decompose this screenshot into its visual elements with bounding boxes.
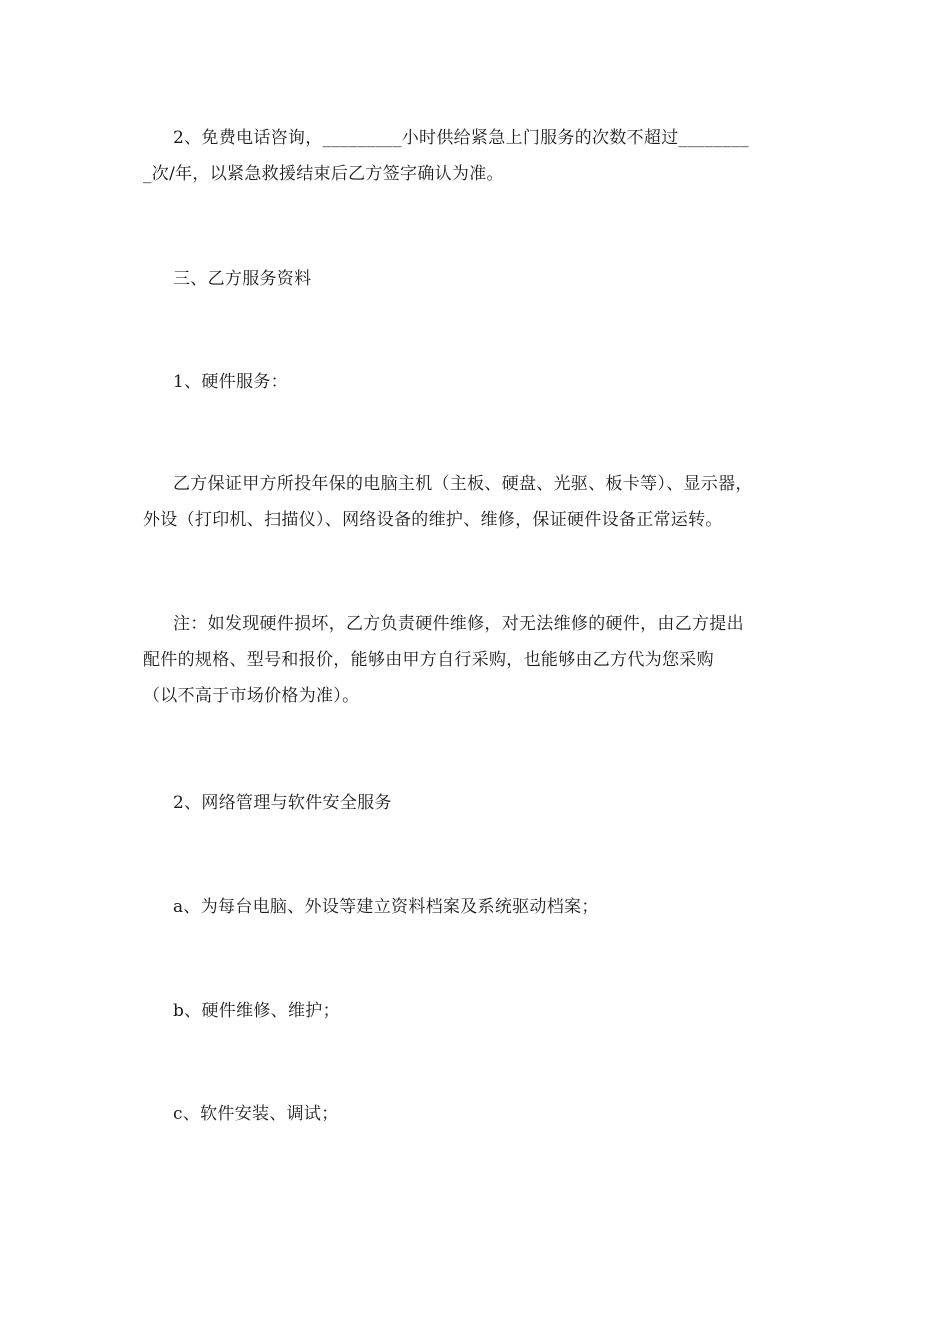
text-line: 2、免费电话咨询，_________小时供给紧急上门服务的次数不超过________ <box>173 128 749 148</box>
paragraph-hardware-guarantee <box>143 466 813 538</box>
heading-text: 三、乙方服务资料 <box>173 269 312 289</box>
heading-text: 2、网络管理与软件安全服务 <box>173 793 392 813</box>
list-item-c <box>143 1096 813 1132</box>
text-line: 乙方保证甲方所投年保的电脑主机（主板、硬盘、光驱、板卡等）、显示器， <box>173 474 753 494</box>
paragraph-hardware-note <box>143 606 813 714</box>
text-line: 配件的规格、型号和报价，能够由甲方自行采购，也能够由乙方代为您采购 <box>143 650 714 670</box>
text-line: 注：如发现硬件损坏，乙方负责硬件维修，对无法维修的硬件，由乙方提出 <box>173 614 744 634</box>
list-item-b <box>143 993 813 1029</box>
text-line: （以不高于市场价格为准）。 <box>143 686 360 706</box>
list-item-text: b、硬件维修、维护； <box>173 1001 340 1021</box>
section-heading-service-content <box>143 261 813 297</box>
text-line: _次/年，以紧急救援结束后乙方签字确认为准。 <box>143 164 504 184</box>
heading-text: 1、硬件服务： <box>173 372 288 392</box>
subheading-hardware-service <box>143 364 813 400</box>
paragraph-phone-consultation <box>143 120 813 192</box>
list-item-a <box>143 889 813 925</box>
list-item-text: c、软件安装、调试； <box>173 1104 339 1124</box>
list-item-text: a、为每台电脑、外设等建立资料档案及系统驱动档案； <box>173 897 599 917</box>
subheading-network-software-service <box>143 785 813 821</box>
text-line: 外设（打印机、扫描仪）、网络设备的维护、维修，保证硬件设备正常运转。 <box>143 510 723 530</box>
